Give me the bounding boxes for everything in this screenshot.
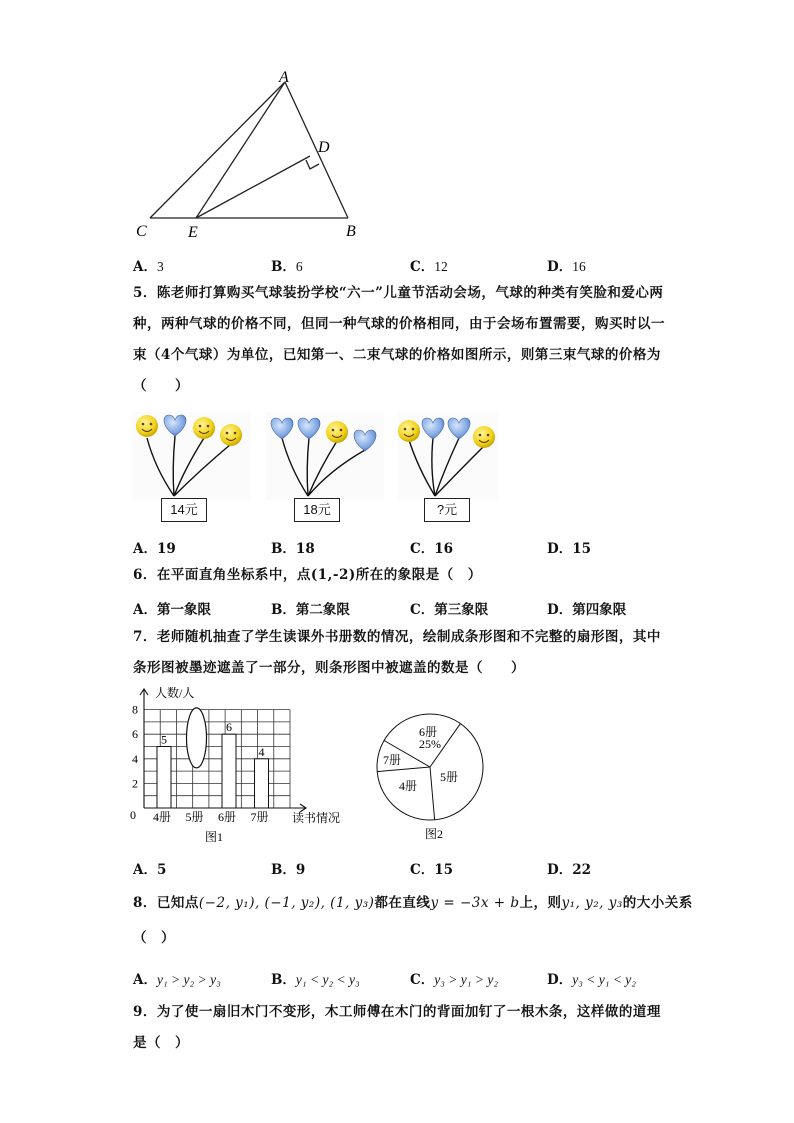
q4-option-b-label: B．: [271, 259, 296, 275]
q7-option-d[interactable]: [547, 858, 591, 878]
price-tag-1: 14元: [161, 498, 207, 522]
q4-option-a-label: A．: [133, 259, 157, 275]
q4-option-b[interactable]: [271, 255, 303, 275]
q7-option-b-label: B．: [271, 862, 296, 878]
q9-line-2: 是（ ）: [133, 1035, 189, 1051]
right-angle-mark: [306, 160, 319, 169]
q4-option-c-value: 12: [434, 259, 448, 274]
q4-option-c[interactable]: [410, 255, 448, 275]
segment-ca: [150, 82, 285, 218]
q5-option-c-value: 16: [434, 541, 454, 557]
label-e: E: [188, 224, 198, 241]
price-tag-3: ?元: [424, 498, 470, 522]
q5-line-2: 种，两种气球的价格不同，但同一种气球的价格相同，由于会场布置需要，购买时以一: [133, 316, 665, 332]
q6-option-a-value: 第一象限: [156, 602, 211, 618]
bar-data-label: 5: [161, 732, 167, 747]
q5-option-c-label: C．: [410, 541, 435, 557]
q5-option-a-label: A．: [133, 541, 157, 557]
q5-option-d-label: D．: [547, 541, 573, 557]
pie-percent-6: 25%: [419, 737, 441, 751]
q5-option-b-value: 18: [295, 541, 315, 557]
bar-xtick-label: 4册: [153, 810, 172, 824]
bar-xtick-label: 7册: [250, 810, 269, 824]
bar-ytick-label: 2: [132, 776, 138, 791]
bar-xtick-label: 6册: [218, 810, 237, 824]
q8-prefix: 8．已知点: [133, 895, 199, 911]
bar-ytick-label: 0: [130, 808, 136, 822]
triangle-figure: [130, 70, 370, 245]
smile-balloon-3d: [473, 426, 495, 448]
label-b: B: [346, 223, 356, 240]
smile-balloon-1d: [220, 424, 242, 446]
q5-line-1: 5．陈老师打算购买气球装扮学校“六一”儿童节活动会场，气球的种类有笑脸和爱心两: [133, 285, 664, 301]
q8-option-b-label: B．: [271, 972, 296, 988]
q6-option-c[interactable]: [410, 598, 488, 618]
q8-option-c[interactable]: [410, 968, 498, 988]
q5-option-d[interactable]: [547, 537, 591, 557]
q5-option-c[interactable]: [410, 537, 453, 557]
q6-option-a-label: A．: [133, 602, 157, 618]
segment-ae: [196, 82, 285, 218]
q4-option-a-value: 3: [156, 259, 164, 274]
bar-ytick-label: 8: [132, 702, 138, 717]
q8-option-a-value: y₁ > y₂ > y₃: [156, 972, 221, 987]
price-tag-2: 18元: [294, 498, 340, 522]
q7-option-b-value: 9: [295, 862, 306, 878]
pie-label-5: 5册: [440, 770, 459, 784]
q7-option-c[interactable]: [410, 858, 453, 878]
q8-suffix: 上，则: [519, 895, 562, 911]
q8-option-a-label: A．: [133, 972, 157, 988]
q7-line-2: 条形图被墨迹遮盖了一部分，则条形图中被遮盖的数是（ ）: [133, 660, 525, 676]
q4-option-d[interactable]: [547, 255, 586, 275]
bar-chart-title: 图1: [205, 830, 224, 844]
q8-option-d[interactable]: [547, 968, 636, 988]
q6-option-c-label: C．: [410, 602, 435, 618]
q5-line-4: （ ）: [133, 378, 189, 394]
balloon-figure: [130, 408, 510, 503]
q6-option-b[interactable]: [271, 598, 350, 618]
smile-balloon-1c: [193, 417, 215, 439]
bar-data-label: 4: [258, 744, 265, 759]
q6-option-d-label: D．: [547, 602, 573, 618]
q8-option-a[interactable]: [133, 968, 221, 988]
q6-option-a[interactable]: [133, 598, 211, 618]
bar-chart-xlabel: 读书情况: [292, 811, 341, 825]
bar-xtick-label: 5册: [185, 810, 204, 824]
q6-stem: 6．在平面直角坐标系中，点(1,-2)所在的象限是（ ）: [133, 567, 482, 583]
q8-mid: 都在直线: [374, 895, 431, 911]
label-d: D: [318, 139, 330, 156]
q7-option-a[interactable]: [133, 858, 166, 878]
pie-slice-boundary-2: [430, 767, 435, 820]
q7-option-c-label: C．: [410, 862, 435, 878]
q7-option-b[interactable]: [271, 858, 305, 878]
q4-option-d-value: 16: [572, 259, 586, 274]
q8-paren: （ ）: [133, 930, 175, 946]
smile-balloon-1a: [136, 415, 158, 437]
bar-chart: [125, 685, 360, 845]
q8-option-c-label: C．: [410, 972, 435, 988]
q6-option-d-value: 第四象限: [572, 602, 627, 618]
q5-option-b[interactable]: [271, 537, 315, 557]
q6-option-b-value: 第二象限: [295, 602, 350, 618]
q5-option-b-label: B．: [271, 541, 296, 557]
pie-chart: [370, 712, 500, 847]
segment-ab: [285, 82, 348, 218]
q8-line-eq: y = −3x + b: [430, 895, 520, 911]
q8-option-b-value: y₁ < y₂ < y₃: [295, 972, 360, 987]
bar-chart-ylabel: 人数/人: [155, 686, 195, 700]
q8-stem: [133, 888, 693, 919]
q7-option-a-label: A．: [133, 862, 157, 878]
bar-data-label: 6: [226, 720, 232, 735]
pie-chart-title: 图2: [425, 827, 444, 841]
q6-option-d[interactable]: [547, 598, 626, 618]
label-a: A: [279, 70, 289, 86]
q4-option-a[interactable]: [133, 255, 164, 275]
q4-option-c-label: C．: [410, 259, 435, 275]
pie-label-4: 4册: [399, 779, 418, 793]
q5-option-d-value: 15: [572, 541, 592, 557]
q8-points: (−2, y₁), (−1, y₂), (1, y₃): [198, 895, 375, 911]
q8-option-d-value: y₃ < y₁ < y₂: [572, 972, 636, 987]
bar-6册: [222, 734, 236, 808]
q7-line-1: 7．老师随机抽查了学生读课外书册数的情况，绘制成条形图和不完整的扇形图，其中: [133, 629, 661, 645]
pie-label-6: 6册: [419, 725, 438, 739]
q4-option-d-label: D．: [547, 259, 573, 275]
q8-vars: y₁, y₂, y₃: [561, 895, 623, 911]
q5-option-a-value: 19: [156, 541, 176, 557]
label-c: C: [136, 223, 147, 240]
smile-balloon-3a: [398, 420, 420, 442]
q8-option-b[interactable]: [271, 968, 360, 988]
bar-7册: [255, 759, 269, 808]
q6-option-b-label: B．: [271, 602, 296, 618]
smile-balloon-2c: [326, 421, 348, 443]
q7-option-d-value: 22: [572, 862, 592, 878]
q6-option-c-value: 第三象限: [434, 602, 489, 618]
q4-option-b-value: 6: [295, 259, 303, 274]
q9-line-1: 9．为了使一扇旧木门不变形，木工师傅在木门的背面加钉了一根木条，这样做的道理: [133, 1004, 661, 1020]
q7-option-a-value: 5: [156, 862, 167, 878]
q7-option-d-label: D．: [547, 862, 573, 878]
bar-ytick-label: 4: [132, 751, 138, 766]
bar-ytick-label: 6: [132, 727, 138, 742]
q7-option-c-value: 15: [434, 862, 454, 878]
q5-option-a[interactable]: [133, 537, 176, 557]
bar-4册: [157, 747, 171, 809]
segment-ed: [196, 156, 310, 218]
q8-option-c-value: y₃ > y₁ > y₂: [434, 972, 499, 987]
pie-slice-boundary-3: [377, 767, 430, 772]
q8-option-d-label: D．: [547, 972, 573, 988]
q8-end: 的大小关系: [622, 895, 693, 911]
pie-label-7: 7册: [383, 753, 402, 767]
ink-blot: [187, 708, 207, 768]
q5-line-3: 束（4个气球）为单位，已知第一、二束气球的价格如图所示，则第三束气球的价格为: [133, 347, 661, 363]
